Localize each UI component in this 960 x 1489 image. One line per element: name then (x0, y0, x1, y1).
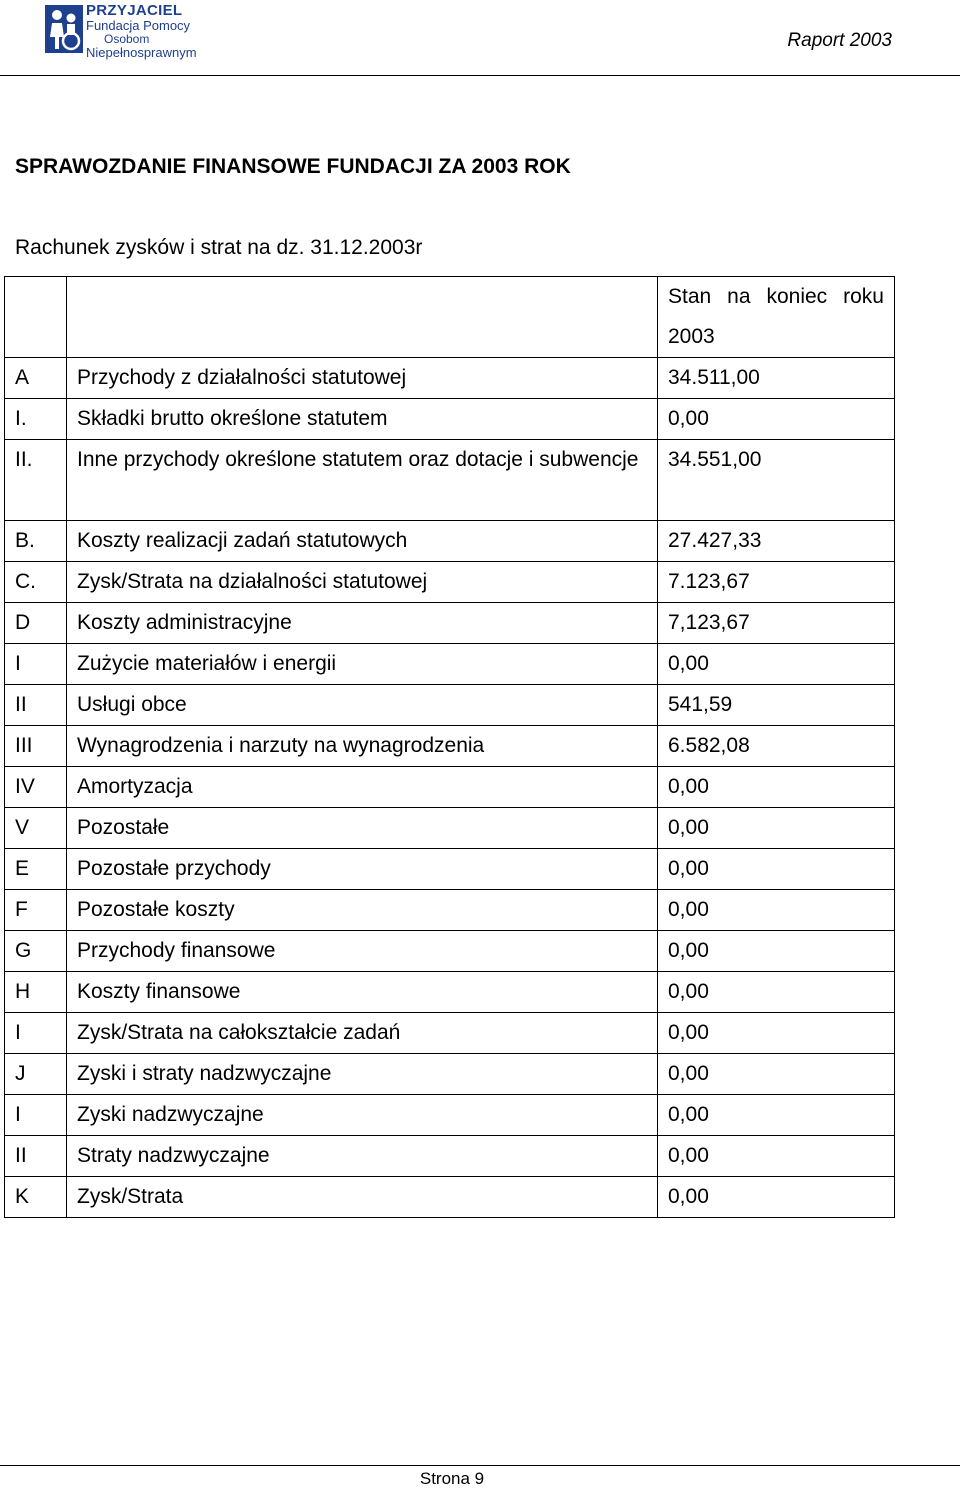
header-code-cell (5, 277, 67, 358)
row-value-cell: 0,00 (658, 1054, 895, 1095)
row-label-cell: Usługi obce (67, 685, 658, 726)
logo-text (86, 3, 197, 59)
row-value-cell: 0,00 (658, 890, 895, 931)
table-row (5, 521, 895, 562)
row-label-cell: Pozostałe (67, 808, 658, 849)
row-label-cell: Zużycie materiałów i energii (67, 644, 658, 685)
row-value-cell: 0,00 (658, 644, 895, 685)
row-code-cell: F (5, 890, 67, 931)
row-value-cell: 34.511,00 (658, 358, 895, 399)
footer-divider (0, 1465, 960, 1466)
row-label-cell: Przychody z działalności statutowej (67, 358, 658, 399)
row-label-cell: Przychody finansowe (67, 931, 658, 972)
row-value-cell: 0,00 (658, 1013, 895, 1054)
table-row (5, 1177, 895, 1218)
table-row (5, 685, 895, 726)
table-row (5, 1054, 895, 1095)
row-code-cell: I (5, 1013, 67, 1054)
table-header-row (5, 277, 895, 358)
table-row (5, 931, 895, 972)
row-code-cell: D (5, 603, 67, 644)
row-code-cell: III (5, 726, 67, 767)
row-value-cell: 7,123,67 (658, 603, 895, 644)
row-label-cell: Zyski nadzwyczajne (67, 1095, 658, 1136)
row-value-cell: 0,00 (658, 767, 895, 808)
table-row (5, 1013, 895, 1054)
row-value-cell: 0,00 (658, 931, 895, 972)
report-label: Raport 2003 (787, 30, 892, 51)
page-subtitle: Rachunek zysków i strat na dz. 31.12.2003r (15, 236, 423, 259)
table-row (5, 726, 895, 767)
table-row (5, 890, 895, 931)
row-label-cell: Inne przychody określone statutem oraz dotacje i subwencje (67, 440, 658, 521)
row-code-cell: I. (5, 399, 67, 440)
row-label-cell: Amortyzacja (67, 767, 658, 808)
table-row (5, 440, 895, 521)
logo-figure-icon (44, 3, 86, 55)
table-row (5, 358, 895, 399)
table-row (5, 644, 895, 685)
table-row (5, 1095, 895, 1136)
row-label-cell: Koszty administracyjne (67, 603, 658, 644)
page-title: SPRAWOZDANIE FINANSOWE FUNDACJI ZA 2003 ROK (15, 155, 571, 178)
row-code-cell: C. (5, 562, 67, 603)
logo-line-4: Niepełnosprawnym (86, 45, 197, 60)
row-code-cell: H (5, 972, 67, 1013)
row-label-cell: Pozostałe koszty (67, 890, 658, 931)
row-value-cell: 6.582,08 (658, 726, 895, 767)
row-value-cell: 34.551,00 (658, 440, 895, 521)
row-code-cell: I (5, 644, 67, 685)
row-code-cell: II (5, 1136, 67, 1177)
row-code-cell: I (5, 1095, 67, 1136)
table-row (5, 1136, 895, 1177)
row-value-cell: 541,59 (658, 685, 895, 726)
row-label-cell: Straty nadzwyczajne (67, 1136, 658, 1177)
row-label-cell: Koszty realizacji zadań statutowych (67, 521, 658, 562)
row-value-cell: 0,00 (658, 1095, 895, 1136)
row-code-cell: A (5, 358, 67, 399)
row-value-cell: 27.427,33 (658, 521, 895, 562)
header-label-cell (67, 277, 658, 358)
row-code-cell: IV (5, 767, 67, 808)
row-value-cell: 0,00 (658, 808, 895, 849)
foundation-logo (44, 2, 197, 60)
income-statement-table (4, 276, 895, 1218)
row-code-cell: J (5, 1054, 67, 1095)
row-label-cell: Zyski i straty nadzwyczajne (67, 1054, 658, 1095)
row-label-cell: Zysk/Strata na działalności statutowej (67, 562, 658, 603)
row-code-cell: E (5, 849, 67, 890)
row-code-cell: V (5, 808, 67, 849)
table-row (5, 399, 895, 440)
row-code-cell: II. (5, 440, 67, 521)
table-row (5, 603, 895, 644)
row-value-cell: 7.123,67 (658, 562, 895, 603)
page-number: Strona 9 (419, 1469, 485, 1488)
table-row (5, 767, 895, 808)
row-code-cell: II (5, 685, 67, 726)
row-code-cell: K (5, 1177, 67, 1218)
row-value-cell: 0,00 (658, 1136, 895, 1177)
row-code-cell: G (5, 931, 67, 972)
row-label-cell: Wynagrodzenia i narzuty na wynagrodzenia (67, 726, 658, 767)
table-row (5, 849, 895, 890)
row-value-cell: 0,00 (658, 849, 895, 890)
row-label-cell: Zysk/Strata na całokształcie zadań (67, 1013, 658, 1054)
logo-line-3: Osobom (104, 32, 150, 46)
row-code-cell: B. (5, 521, 67, 562)
header-value-cell: Stan na koniec roku 2003 (658, 277, 895, 358)
page-header (0, 0, 960, 76)
row-value-cell: 0,00 (658, 1177, 895, 1218)
table-row (5, 808, 895, 849)
table-row (5, 972, 895, 1013)
logo-line-2: Fundacja Pomocy (86, 18, 191, 33)
row-label-cell: Zysk/Strata (67, 1177, 658, 1218)
row-value-cell: 0,00 (658, 399, 895, 440)
row-value-cell: 0,00 (658, 972, 895, 1013)
table-row (5, 562, 895, 603)
row-label-cell: Składki brutto określone statutem (67, 399, 658, 440)
logo-line-1: PRZYJACIEL (86, 2, 183, 19)
row-label-cell: Koszty finansowe (67, 972, 658, 1013)
row-label-cell: Pozostałe przychody (67, 849, 658, 890)
